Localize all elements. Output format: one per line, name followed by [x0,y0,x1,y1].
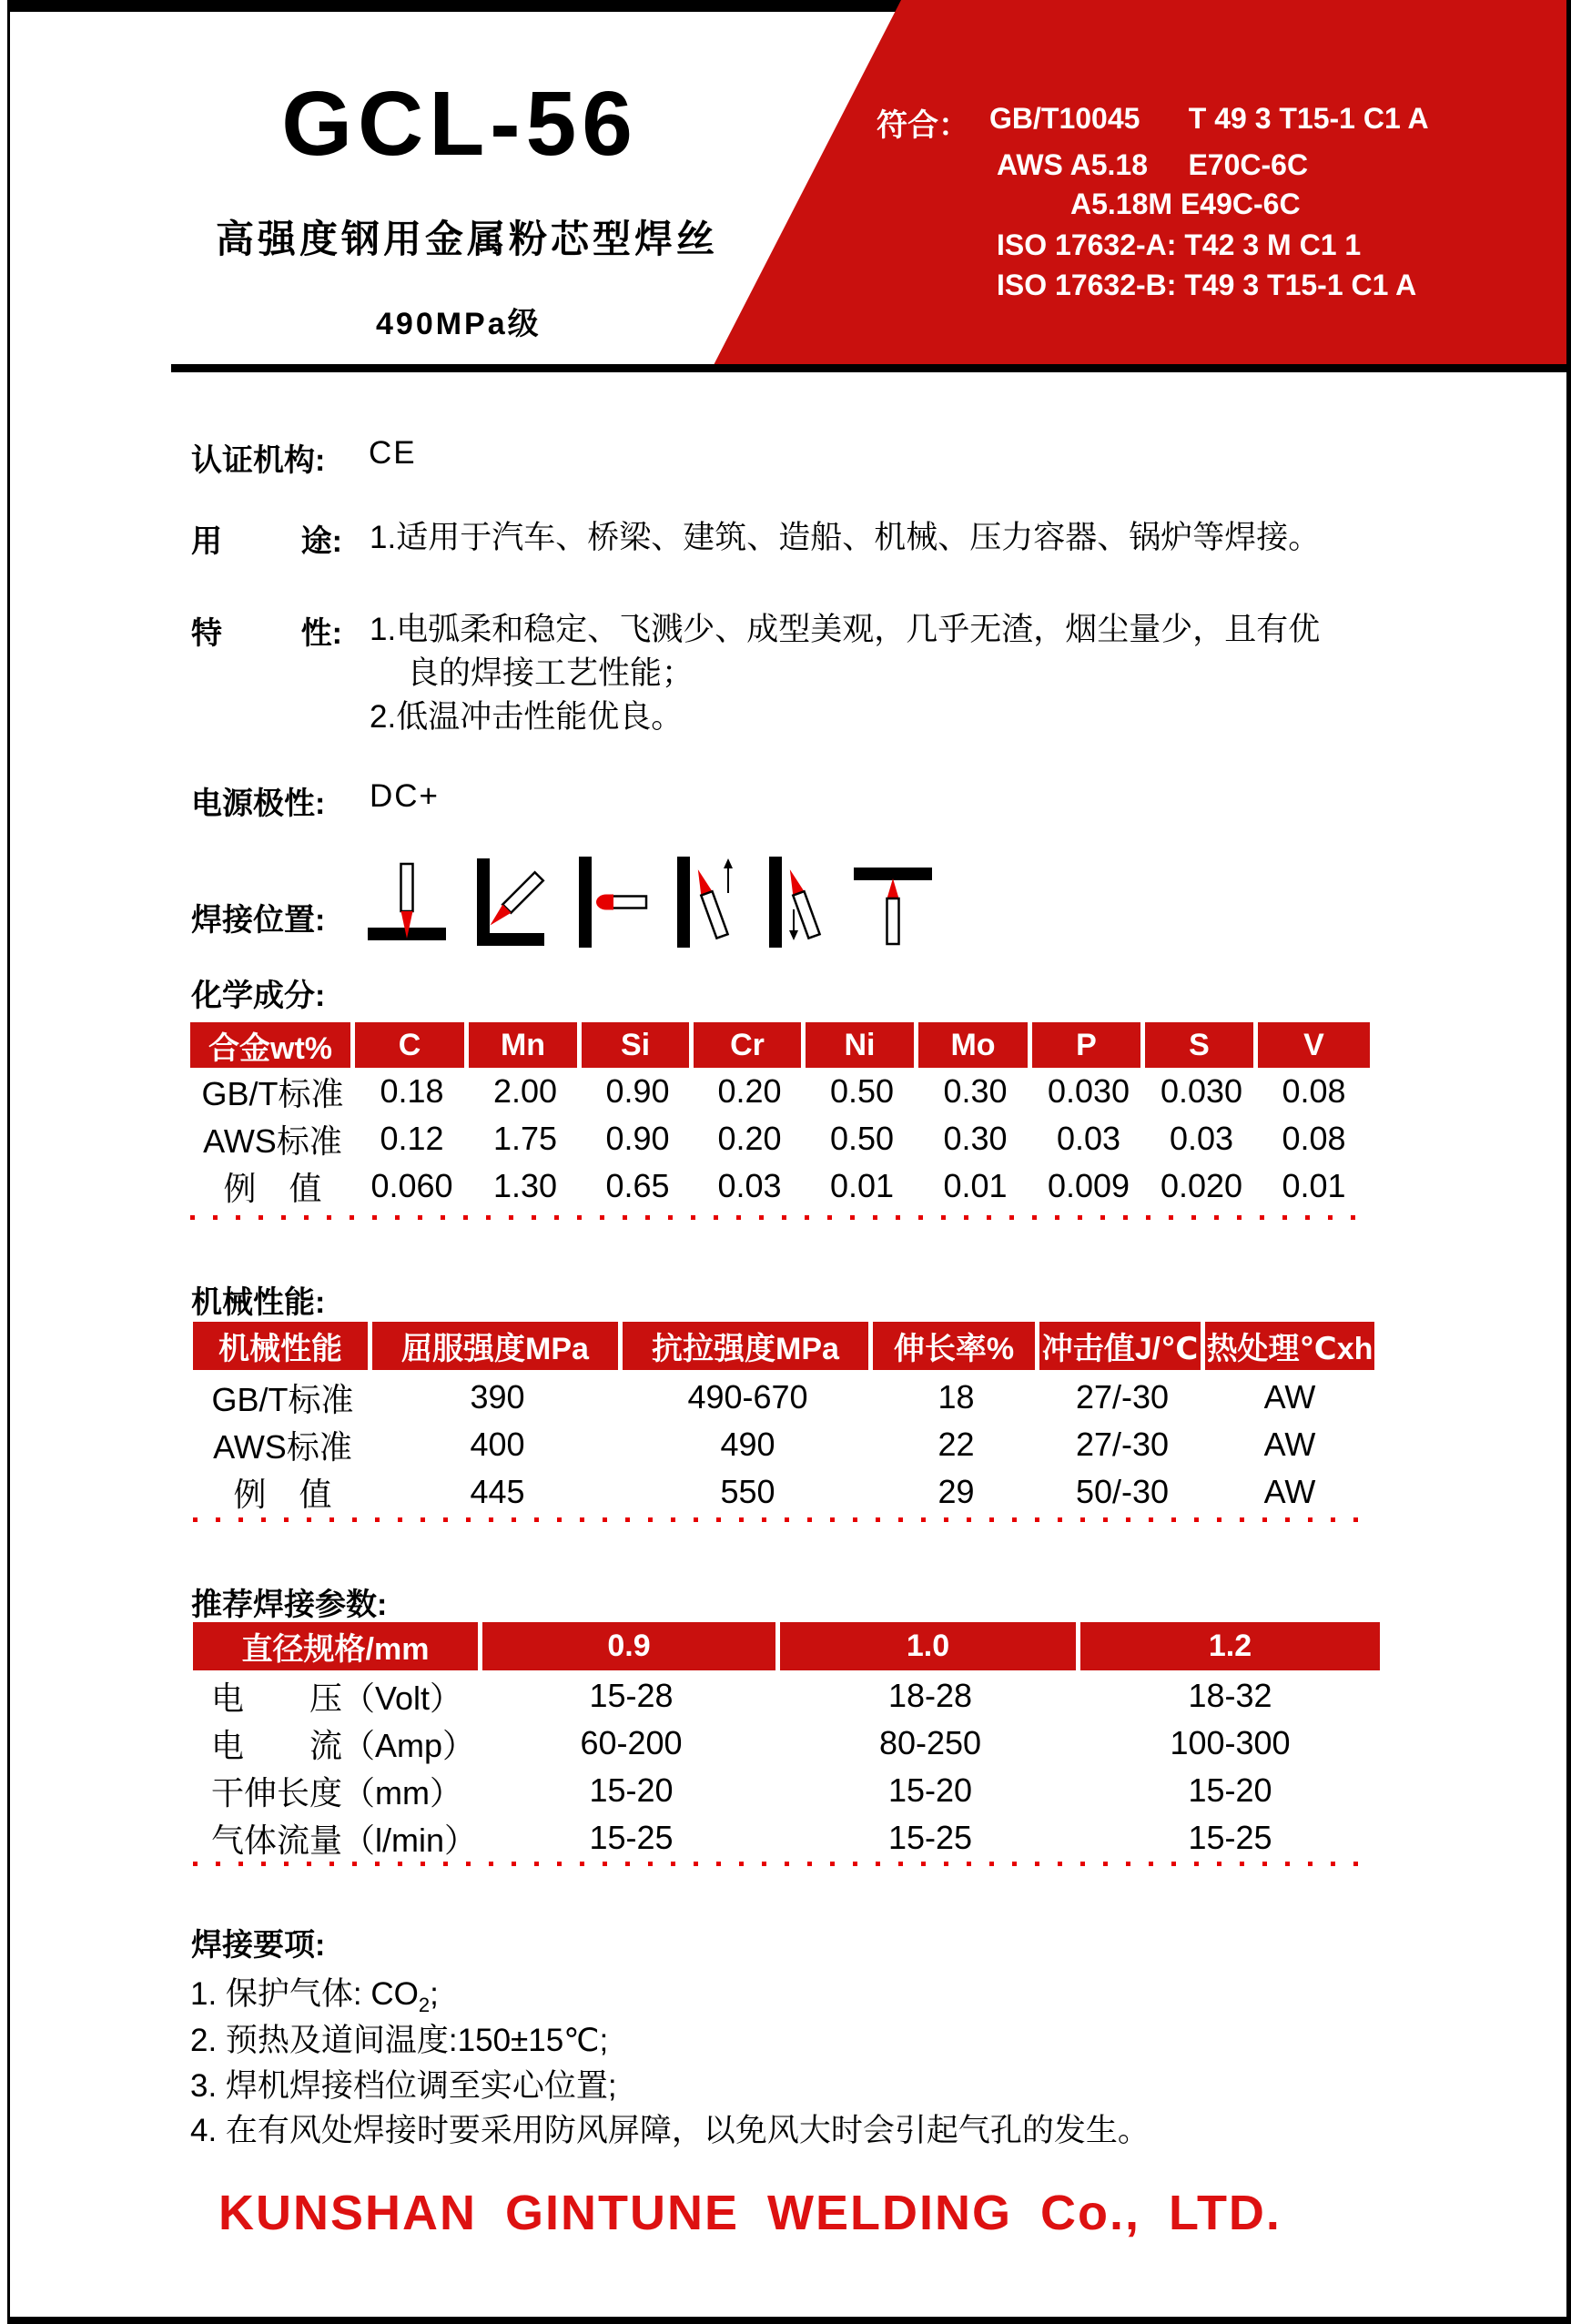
strength-grade: 490MPa级 [376,307,542,341]
cell: 15-25 [589,1819,674,1856]
chem-header-cell: Ni [806,1022,918,1068]
table-row [193,1421,1374,1468]
dotted-divider [193,1862,1376,1866]
chem-header-cell: Cr [694,1022,806,1068]
cell: 0.90 [605,1072,670,1110]
table-row [193,1468,1374,1516]
cell: AW [1263,1378,1316,1416]
cell: 400 [470,1426,525,1463]
mech-header-cell: 屈服强度MPa [372,1322,623,1370]
cell: 445 [470,1473,525,1510]
cell: 0.08 [1282,1072,1346,1110]
mech-header-cell: 抗拉强度MPa [623,1322,873,1370]
cell: 0.30 [943,1072,1008,1110]
note-item-4: 4. 在有风处焊接时要采用防风屏障，以免风大时会引起气孔的发生。 [190,2113,1150,2148]
chem-section-label: 化学成分: [191,979,326,1013]
row-label: 气体流量（l/min） [211,1821,478,1859]
params-table [193,1622,1380,1862]
chem-header-cell: S [1145,1022,1258,1068]
cell: 50/-30 [1075,1473,1170,1510]
standard-line: AWS A5.18 E70C-6C [997,148,1309,181]
cell: 0.65 [605,1167,670,1204]
dotted-divider [190,1215,1366,1220]
features-line-3: 2.低温冲击性能优良。 [370,699,684,735]
cell: 0.020 [1160,1167,1243,1204]
row-label: 电 流（Amp） [211,1726,476,1764]
cell: 27/-30 [1075,1378,1170,1416]
dotted-divider [193,1517,1369,1522]
cell: 0.50 [829,1120,895,1157]
note-item-2: 2. 预热及道间温度:150±15℃; [190,2023,609,2058]
product-title: GCL-56 [281,73,638,175]
cell: 0.03 [1056,1120,1121,1157]
standard-line: GB/T10045 T 49 3 T15-1 C1 A [989,102,1429,135]
features-label-char: 特 [191,616,222,651]
mech-header-cell: 伸长率% [873,1322,1039,1370]
chem-header-cell: P [1032,1022,1145,1068]
cell: 490-670 [687,1378,808,1416]
cell: 0.20 [717,1120,782,1157]
cell: 15-25 [1188,1819,1272,1856]
cell: 0.060 [370,1167,453,1204]
cell: 15-28 [589,1677,674,1714]
table-row [190,1162,1370,1210]
row-label: GB/T标准 [201,1074,344,1112]
cell: 1.30 [492,1167,558,1204]
cell: 0.20 [717,1072,782,1110]
cell: 15-20 [887,1771,973,1809]
polarity-label: 电源极性: [191,787,326,821]
cell: 0.01 [1282,1167,1346,1204]
cell: 1.75 [492,1120,558,1157]
features-label [191,608,342,653]
row-label: 例 值 [223,1169,322,1207]
mech-header-cell: 热处理℃xh [1205,1322,1374,1370]
mech-table-header-row [193,1322,1374,1370]
row-label: 例 值 [233,1475,332,1513]
vertical-down-position-icon [769,857,842,948]
cell: 0.030 [1047,1072,1130,1110]
cell: 0.03 [1169,1120,1234,1157]
note-item-1-text: 1. 保护气体: CO [190,1976,419,2012]
mech-header-cell: 冲击值J/℃ [1039,1322,1205,1370]
page-border-left [7,0,10,2324]
certification-value: CE [369,435,417,471]
cell: 0.01 [943,1167,1008,1204]
chem-header-cell: C [355,1022,469,1068]
flat-position-icon [368,857,446,948]
cell: 100-300 [1170,1724,1291,1761]
features-label-colon: 性: [300,616,342,651]
vertical-up-position-icon [677,857,750,948]
cell: 18 [938,1378,975,1416]
params-section-label: 推荐焊接参数: [191,1588,388,1622]
horizontal-fillet-position-icon [477,857,555,948]
params-header-cell: 直径规格/mm [193,1622,482,1670]
standards-label: 符合： [877,108,969,143]
usage-text: 1.适用于汽车、桥梁、建筑、造船、机械、压力容器、锅炉等焊接。 [370,520,1321,555]
standard-line: ISO 17632-B: T49 3 T15-1 C1 A [997,269,1417,301]
usage-label [191,516,342,561]
cell: AW [1263,1473,1316,1510]
cell: 18-28 [887,1677,973,1714]
usage-label-char: 用 [191,524,222,559]
table-row [193,1374,1374,1421]
cell: 60-200 [580,1724,683,1761]
cell: 550 [720,1473,775,1510]
cell: 22 [938,1426,975,1463]
table-row [193,1672,1380,1720]
row-label: 干伸长度（mm） [211,1773,462,1812]
params-header-cell: 1.0 [780,1622,1080,1670]
cell: 15-20 [589,1771,674,1809]
chem-header-cell: Mo [918,1022,1032,1068]
standard-line: A5.18M E49C-6C [1070,188,1301,220]
header-divider [171,364,1571,372]
cell: 490 [720,1426,775,1463]
chem-header-cell: 合金wt% [190,1022,355,1068]
product-subtitle: 高强度钢用金属粉芯型焊丝 [216,218,719,260]
cell: 18-32 [1188,1677,1272,1714]
row-label: GB/T标准 [211,1380,354,1418]
cell: 0.90 [605,1120,670,1157]
cell: 0.12 [380,1120,444,1157]
usage-label-colon: 途: [300,524,342,559]
note-item-3: 3. 焊机焊接档位调至实心位置; [190,2068,617,2104]
cell: 0.03 [717,1167,782,1204]
note-item-1 [190,1969,439,2017]
cell: 0.50 [829,1072,895,1110]
features-line-1: 1.电弧柔和稳定、飞溅少、成型美观，几乎无渣，烟尘量少，且有优 [370,612,1321,647]
mech-table [193,1322,1374,1516]
mech-section-label: 机械性能: [191,1285,326,1320]
cell: 15-25 [887,1819,973,1856]
table-row [193,1767,1380,1814]
page-border-bottom [7,2317,1571,2324]
notes-section-label: 焊接要项: [191,1928,326,1963]
positions-label: 焊接位置: [191,903,326,938]
table-row [190,1115,1370,1162]
table-row [193,1720,1380,1767]
cell: AW [1263,1426,1316,1463]
cell: 2.00 [492,1072,558,1110]
cell: 15-20 [1188,1771,1272,1809]
cell: 29 [938,1473,975,1510]
horizontal-position-icon [572,857,650,948]
standard-line: ISO 17632-A: T42 3 M C1 1 [997,228,1362,261]
params-table-header-row [193,1622,1380,1670]
note-item-1-punct: ; [430,1976,439,2012]
table-row [193,1814,1380,1862]
chem-header-cell: V [1258,1022,1370,1068]
table-row [190,1068,1370,1115]
note-item-1-subscript: 2 [418,1994,431,2016]
cell: 0.30 [943,1120,1008,1157]
cell: 390 [470,1378,525,1416]
cell: 0.18 [380,1072,444,1110]
polarity-value: DC+ [370,778,440,814]
cell: 0.009 [1047,1167,1130,1204]
cell: 80-250 [878,1724,982,1761]
cell: 0.030 [1160,1072,1243,1110]
standards-banner [714,0,1571,365]
row-label: AWS标准 [213,1427,352,1466]
mech-header-cell: 机械性能 [193,1322,372,1370]
row-label: AWS标准 [203,1121,342,1160]
cell: 0.08 [1282,1120,1346,1157]
chem-table [190,1022,1370,1210]
params-header-cell: 1.2 [1080,1622,1380,1670]
overhead-position-icon [854,857,932,948]
features-line-2: 良的焊接工艺性能； [407,655,694,691]
params-header-cell: 0.9 [482,1622,780,1670]
chem-table-header-row [190,1022,1370,1068]
cell: 0.01 [829,1167,895,1204]
cell: 27/-30 [1075,1426,1170,1463]
chem-header-cell: Si [582,1022,694,1068]
page-border-right [1566,0,1571,2324]
certification-label: 认证机构: [191,443,326,478]
company-name: KUNSHAN GINTUNE WELDING Co., LTD. [218,2186,1282,2240]
chem-header-cell: Mn [469,1022,582,1068]
row-label: 电 压（Volt） [211,1679,463,1717]
